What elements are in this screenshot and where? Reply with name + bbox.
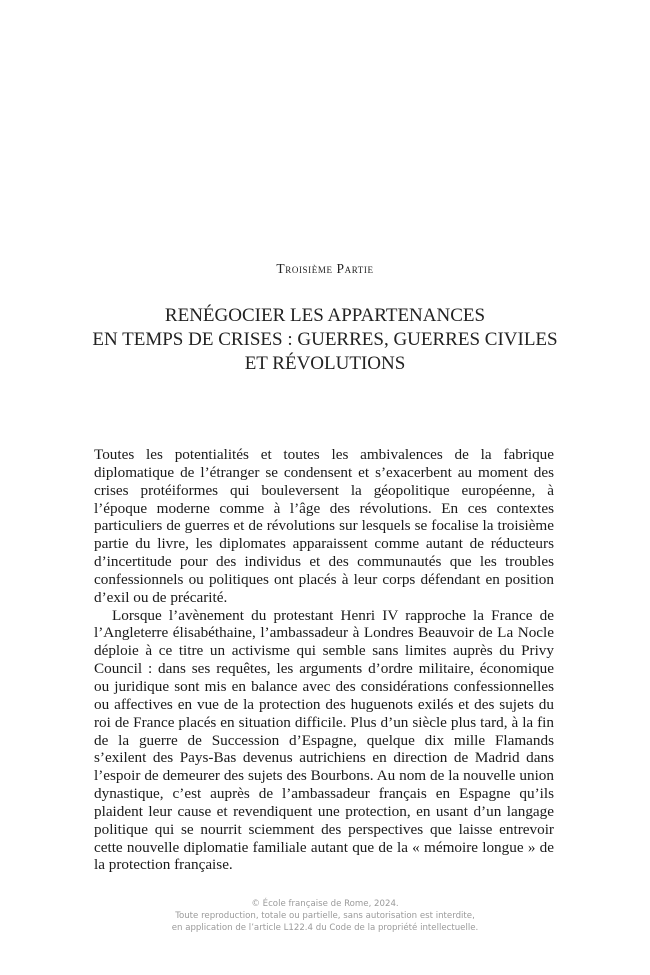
footer-line-2: Toute reproduction, totale ou partielle, sans autorisation est interdite, [175, 911, 475, 921]
title-line-3: ET RÉVOLUTIONS [244, 353, 406, 374]
part-label: Troisième Partie [276, 261, 374, 276]
paragraph-1: Toutes les potentialités et toutes les ambivalences de la fabrique diplomatique de l’étranger se condensent et s’exacerbent au moment des crises protéiformes qui bouleversent la géopolitique européenne, à l’époque moderne comme à l’âge des révolutions. En ces contextes particuliers de guerres et de révolutions sur lesquels se focalise la troisième partie du livre, les diplomates apparaissent comme autant de réducteurs d’incertitude pour des individus et des communautés que les troubles confessionnels ou politiques ont placés à leur corps défendant en position d’exil ou de précarité. [94, 446, 554, 606]
paragraph-2: Lorsque l’avènement du protestant Henri IV rapproche la France de l’Angleterre élisabéthaine, l’ambassadeur à Londres Beauvoir de La Nocle déploie à ce titre un activisme qui semble sans limites auprès du Privy Council : dans ses requêtes, les arguments d’ordre militaire, économique ou juridique sont mis en balance avec des considérations confessionnelles ou affectives en vue de la protection des huguenots exilés et des sujets du roi de France placés en situation difficile. Plus d’un siècle plus tard, à la fin de la guerre de Succession d’Espagne, quelque dix mille Flamands s’exilent des Pays-Bas devenus autrichiens en direction de Madrid dans l’espoir de demeurer des sujets des Bourbons. Au nom de la nouvelle union dynastique, c’est auprès de l’ambassadeur français en Espagne qu’ils plaident leur cause et revendiquent une protection, en usant d’un langage politique qui se nourrit sciemment des perspectives que laisse entrevoir cette nouvelle diplomatie familiale autant que de la « mémoire longue » de la protection française. [94, 606, 554, 874]
chapter-title [60, 304, 590, 376]
title-line-2: EN TEMPS DE CRISES : GUERRES, GUERRES CIVILES [92, 329, 558, 350]
title-line-1: RENÉGOCIER LES APPARTENANCES [164, 305, 486, 326]
copyright-footer [0, 898, 650, 934]
footer-line-1: © École française de Rome, 2024. [251, 899, 399, 909]
body-text [94, 446, 554, 874]
footer-line-3: en application de l’article L122.4 du Code de la propriété intellectuelle. [171, 923, 479, 933]
